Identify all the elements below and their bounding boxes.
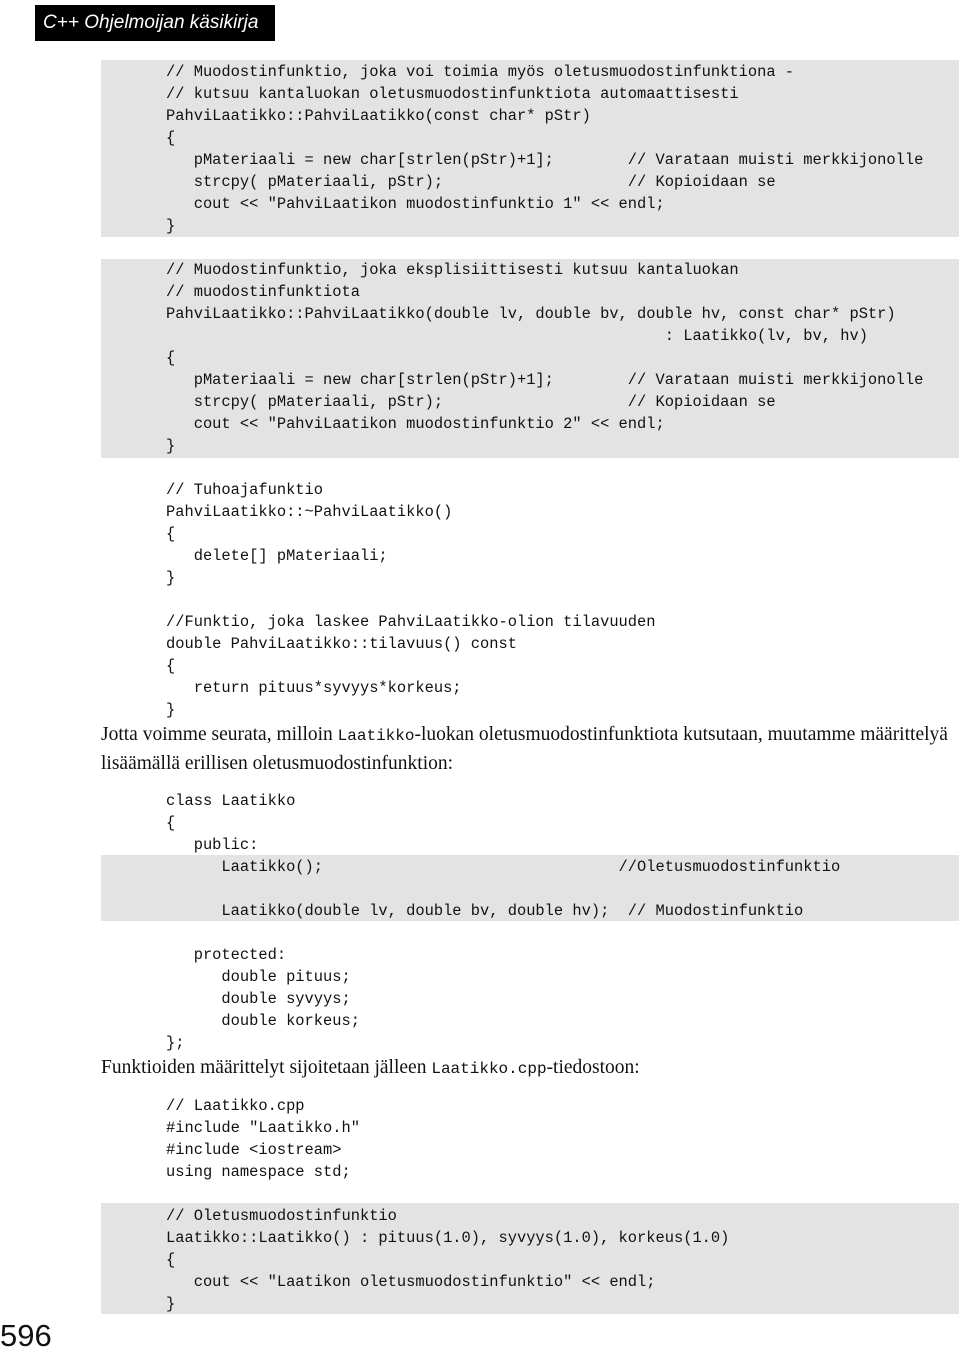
code-line: } bbox=[166, 1295, 176, 1313]
paragraph-text: Funktioiden määrittelyt sijoitetaan jälleen bbox=[101, 1057, 432, 1078]
code-line: // Tuhoajafunktio bbox=[166, 481, 324, 499]
code-line: // Oletusmuodostinfunktio bbox=[166, 1207, 397, 1225]
code-line: // Muodostinfunktio, joka voi toimia myös oletusmuodostinfunktiona - bbox=[166, 63, 795, 81]
paragraph-text: -luokan oletusmuodostinfunktiota kutsutaan, muutamme määrittelyä lisäämällä erillisen oletusmuodostinfunktion: bbox=[101, 724, 948, 774]
code-line: { bbox=[166, 1251, 176, 1269]
code-line: // Laatikko.cpp bbox=[166, 1097, 305, 1115]
inline-code: Laatikko bbox=[337, 727, 415, 745]
running-header: C++ Ohjelmoijan käsikirja bbox=[35, 5, 275, 41]
code-line: } bbox=[166, 569, 176, 587]
code-line: } bbox=[166, 701, 176, 719]
code-line: } bbox=[166, 437, 176, 455]
code-line: pMateriaali = new char[strlen(pStr)+1]; // Varataan muisti merkkijonolle bbox=[166, 151, 924, 169]
code-line: Laatikko(); //Oletusmuodostinfunktio bbox=[166, 858, 841, 876]
code-line: { bbox=[166, 349, 176, 367]
code-line: { bbox=[166, 525, 176, 543]
code-line: { bbox=[166, 657, 176, 675]
code-line: protected: bbox=[166, 946, 287, 964]
code-line: PahviLaatikko::PahviLaatikko(double lv, double bv, double hv, const char* pStr) bbox=[166, 305, 896, 323]
code-line: return pituus*syvyys*korkeus; bbox=[166, 679, 462, 697]
code-line: Laatikko::Laatikko() : pituus(1.0), syvyys(1.0), korkeus(1.0) bbox=[166, 1229, 730, 1247]
code-line: double syvyys; bbox=[166, 990, 351, 1008]
code-line: delete[] pMateriaali; bbox=[166, 547, 388, 565]
paragraph-text: Jotta voimme seurata, milloin bbox=[101, 724, 338, 745]
code-line: double PahviLaatikko::tilavuus() const bbox=[166, 635, 517, 653]
code-line: #include <iostream> bbox=[166, 1141, 342, 1159]
code-line: { bbox=[166, 814, 176, 832]
code-line: { bbox=[166, 129, 176, 147]
code-line: pMateriaali = new char[strlen(pStr)+1]; // Varataan muisti merkkijonolle bbox=[166, 371, 924, 389]
inline-code: Laatikko.cpp bbox=[431, 1060, 547, 1078]
code-line: // muodostinfunktiota bbox=[166, 283, 360, 301]
code-line: //Funktio, joka laskee PahviLaatikko-olion tilavuuden bbox=[166, 613, 656, 631]
code-line: } bbox=[166, 217, 176, 235]
code-line: class Laatikko bbox=[166, 792, 296, 810]
code-line: PahviLaatikko::~PahviLaatikko() bbox=[166, 503, 453, 521]
code-line: // kutsuu kantaluokan oletusmuodostinfunktiota automaattisesti bbox=[166, 85, 739, 103]
code-line: cout << "Laatikon oletusmuodostinfunktio" << endl; bbox=[166, 1273, 656, 1291]
code-line: #include "Laatikko.h" bbox=[166, 1119, 360, 1137]
code-line: cout << "PahviLaatikon muodostinfunktio 2" << endl; bbox=[166, 415, 665, 433]
code-line: PahviLaatikko::PahviLaatikko(const char* pStr) bbox=[166, 107, 591, 125]
code-line: Laatikko(double lv, double bv, double hv); // Muodostinfunktio bbox=[166, 902, 804, 920]
code-line: : Laatikko(lv, bv, hv) bbox=[166, 327, 868, 345]
code-line: // Muodostinfunktio, joka eksplisiittisesti kutsuu kantaluokan bbox=[166, 261, 739, 279]
code-line: cout << "PahviLaatikon muodostinfunktio 1" << endl; bbox=[166, 195, 665, 213]
paragraph-text: -tiedostoon: bbox=[546, 1057, 640, 1078]
page-number: 596 bbox=[0, 1318, 52, 1353]
body-paragraph bbox=[101, 1054, 959, 1083]
code-line: strcpy( pMateriaali, pStr); // Kopioidaan se bbox=[166, 173, 776, 191]
code-line: using namespace std; bbox=[166, 1163, 351, 1181]
code-line: double pituus; bbox=[166, 968, 351, 986]
code-line: public: bbox=[166, 836, 259, 854]
body-paragraph bbox=[101, 721, 959, 778]
code-line: }; bbox=[166, 1034, 185, 1052]
code-line: double korkeus; bbox=[166, 1012, 360, 1030]
code-line: strcpy( pMateriaali, pStr); // Kopioidaan se bbox=[166, 393, 776, 411]
